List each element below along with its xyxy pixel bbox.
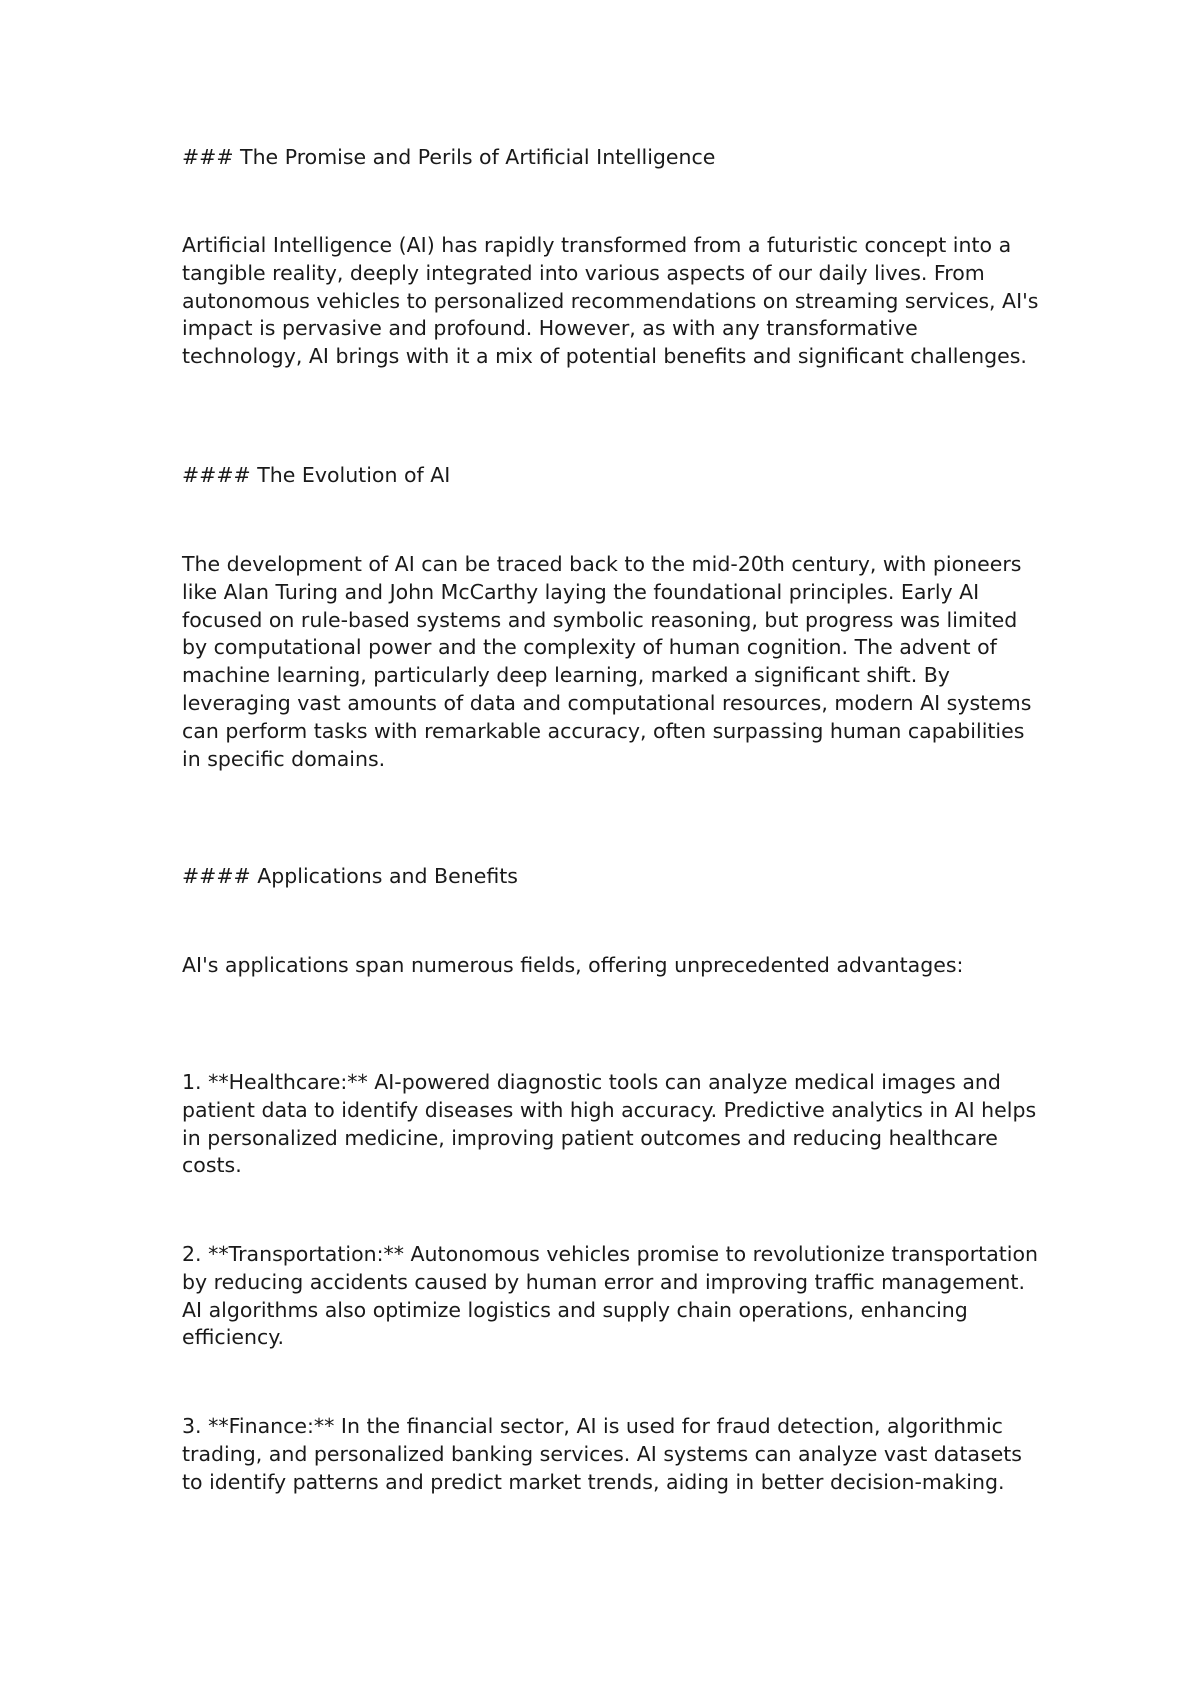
list-item-transportation: 2. **Transportation:** Autonomous vehicles promise to revolutionize transportation by reducing accidents caused by human error and improving traffic management. AI algorithms also optimize logistics and supply chain operations, enhancing efficiency.	[182, 1242, 1039, 1350]
list-item-healthcare: 1. **Healthcare:** AI-powered diagnostic tools can analyze medical images and patient data to identify diseases with high accuracy. Predictive analytics in AI helps in personalized medicine, improving patient outcomes and reducing healthcare costs.	[182, 1070, 1037, 1178]
main-heading: ### The Promise and Perils of Artificial Intelligence	[182, 145, 716, 169]
applications-intro-paragraph: AI's applications span numerous fields, offering unprecedented advantages:	[182, 953, 964, 977]
evolution-paragraph: The development of AI can be traced back to the mid-20th century, with pioneers like Alan Turing and John McCarthy laying the foundational principles. Early AI focused on rule-based systems and symbolic reasoning, but progress was limited by computational power and the complexity of human cognition. The advent of machine learning, particularly deep learning, marked a significant shift. By leveraging vast amounts of data and computational resources, modern AI systems can perform tasks with remarkable accuracy, often surpassing human capabilities in specific domains.	[182, 552, 1032, 771]
list-item-finance: 3. **Finance:** In the financial sector, AI is used for fraud detection, algorithmic trading, and personalized banking services. AI systems can analyze vast datasets to identify patterns and predict market trends, aiding in better decision-making.	[182, 1414, 1022, 1494]
evolution-heading: #### The Evolution of AI	[182, 463, 451, 487]
applications-heading: #### Applications and Benefits	[182, 864, 518, 888]
intro-paragraph: Artificial Intelligence (AI) has rapidly transformed from a futuristic concept into a tangible reality, deeply integrated into various aspects of our daily lives. From autonomous vehicles to personalized recommendations on streaming services, AI's impact is pervasive and profound. However, as with any transformative technology, AI brings with it a mix of potential benefits and significant challenges.	[182, 233, 1039, 369]
